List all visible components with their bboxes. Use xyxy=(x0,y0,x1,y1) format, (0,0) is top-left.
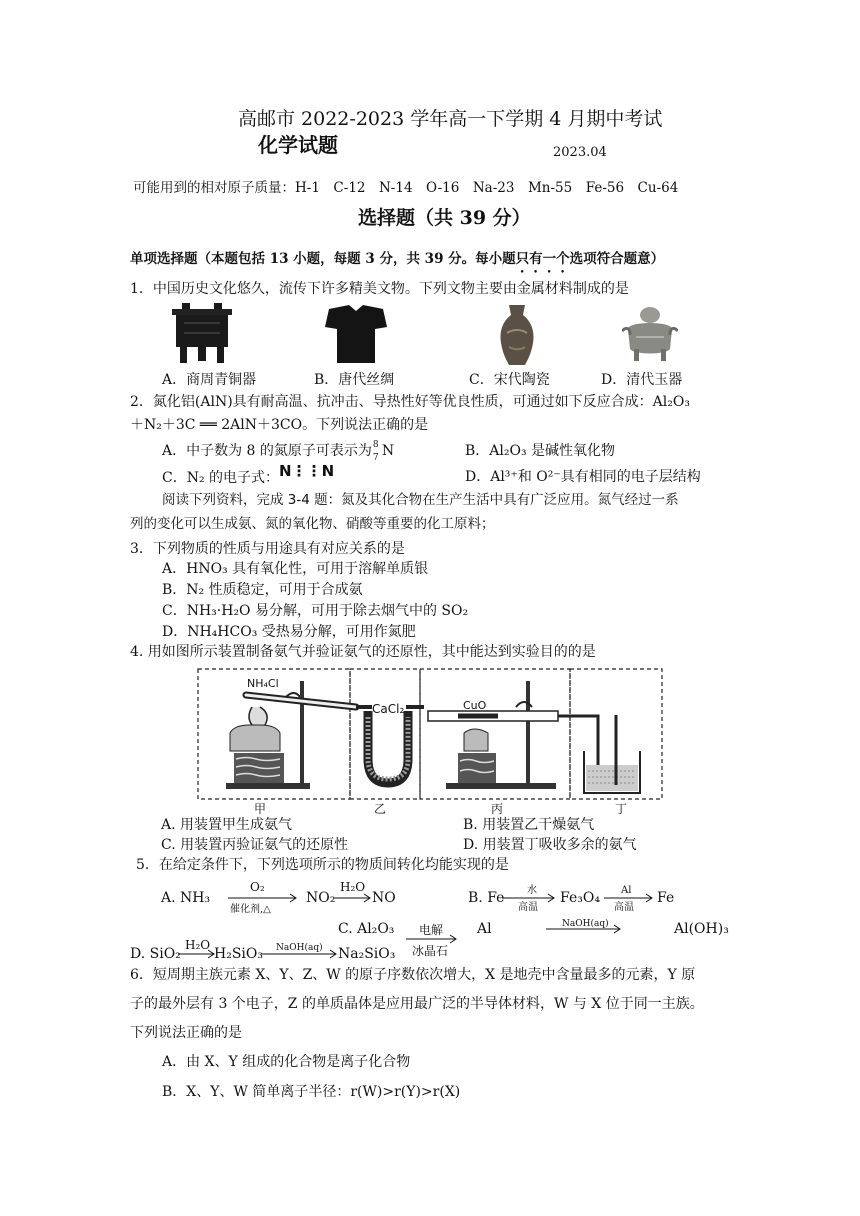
q4-option-b: B. 用装置乙干燥氨气 xyxy=(463,817,595,833)
mass-number: 8 xyxy=(372,440,379,450)
label-ding: 丁 xyxy=(615,802,628,816)
instruction-post: 选项符合题意） xyxy=(569,251,665,267)
reading-line2: 列的变化可以生成氨、氮的氧化物、硝酸等重要的化工原料； xyxy=(130,516,495,532)
q5-c-reagent2: NaOH(aq) xyxy=(562,919,609,929)
q5-d-reagent1: H₂O xyxy=(185,938,211,952)
q5-a-condition: 催化剂,△ xyxy=(230,904,271,915)
q3-option-c: C．NH₃·H₂O 易分解，可用于除去烟气中的 SO₂ xyxy=(162,603,469,619)
bronze-vessel-image xyxy=(172,303,232,365)
q5-b-start: B. Fe xyxy=(468,890,505,906)
q5-b-condition1: 高温 xyxy=(518,902,538,913)
instruction-pre: 单项选择题（本题包括 13 小题，每题 3 分，共 39 分。每小题 xyxy=(130,251,516,267)
q3-option-a: A．HNO₃ 具有氧化性，可用于溶解单质银 xyxy=(162,561,429,577)
q5-b-reagent1: 水 xyxy=(527,885,537,896)
q5-d-end: Na₂SiO₃ xyxy=(338,946,396,962)
q5-d-reagent2: NaOH(aq) xyxy=(276,943,323,953)
q5-d-start: D. SiO₂ xyxy=(130,946,181,962)
q3-option-b: B．N₂ 性质稳定，可用于合成氨 xyxy=(162,582,363,598)
q5-b-end: Fe xyxy=(657,890,675,906)
q5-a-reagent2: H₂O xyxy=(340,880,366,894)
q5-a-reagent: O₂ xyxy=(250,880,265,894)
apparatus-yi xyxy=(356,707,424,783)
q5-b-mid: Fe₃O₄ xyxy=(560,890,600,906)
label-yi: 乙 xyxy=(374,802,387,816)
q1-option-d: D．清代玉器 xyxy=(601,372,683,388)
q1-stem: 1．中国历史文化悠久，流传下许多精美文物。下列文物主要由金属材料制成的是 xyxy=(130,281,629,297)
q4-option-c: C. 用装置丙验证氨气的还原性 xyxy=(161,837,349,853)
q1-option-a: A．商周青铜器 xyxy=(162,372,257,388)
q5-d-mid: H₂SiO₃ xyxy=(214,946,263,962)
q5-a-mid: NO₂ xyxy=(306,890,336,906)
instruction-emphasis: 只有一个 xyxy=(515,251,570,267)
q5-a-end: NO xyxy=(372,890,396,906)
q5-c-arrow2 xyxy=(546,924,624,934)
porcelain-vase-image xyxy=(497,303,537,367)
q3-stem: 3．下列物质的性质与用途具有对应关系的是 xyxy=(130,541,405,557)
q2-option-a xyxy=(162,440,395,463)
nuclide-notation xyxy=(372,440,382,463)
q5-c-condition: 冰晶石 xyxy=(412,944,449,958)
section-title: 选择题（共 39 分） xyxy=(358,207,531,229)
nitrogen-symbol: N xyxy=(381,443,395,459)
q2-option-a-text: A．中子数为 8 的氮原子可表示为 xyxy=(162,443,372,459)
q2-stem-line2: ＋N₂＋3C ══ 2AlN＋3CO。下列说法正确的是 xyxy=(130,417,429,433)
q5-c-end: Al(OH)₃ xyxy=(674,921,729,937)
q6-line1: 6．短周期主族元素 X、Y、Z、W 的原子序数依次增大，X 是地壳中含量最多的元素，Y 原 xyxy=(130,967,696,983)
apparatus-ding xyxy=(584,715,640,793)
q5-c-mid: Al xyxy=(477,921,492,937)
subject-title: 化学试题 xyxy=(258,133,338,157)
q5-c-reagent: 电解 xyxy=(419,923,444,937)
silk-robe-image xyxy=(323,303,389,365)
q2-stem-line1: 2．氮化铝(AlN)具有耐高温、抗冲击、导热性好等优良性质，可通过如下反应合成：Al₂O₃ xyxy=(130,394,690,410)
q6-line3: 下列说法正确的是 xyxy=(130,1025,242,1041)
label-cacl2: CaCl₂ xyxy=(372,702,405,716)
n2-electron-formula: N⋮⋮N xyxy=(279,462,335,480)
q5-a-arrow2 xyxy=(334,893,374,903)
q5-b-reagent2: Al xyxy=(621,885,632,896)
q4-option-d: D. 用装置丁吸收多余的氨气 xyxy=(463,837,637,853)
q5-d-arrow2 xyxy=(262,949,340,959)
jade-censer-image xyxy=(622,303,678,365)
q5-b-condition2: 高温 xyxy=(614,902,634,913)
reading-line1: 阅读下列资料，完成 3-4 题：氮及其化合物在生产生活中具有广泛应用。氮气经过一系 xyxy=(162,492,679,508)
label-nh4cl: NH₄Cl xyxy=(247,677,279,690)
q2-option-c-text: C．N₂ 的电子式： xyxy=(162,470,280,486)
q2-option-c xyxy=(162,462,335,487)
label-cuo: CuO xyxy=(463,699,487,712)
exam-date: 2023.04 xyxy=(553,145,607,160)
q5-d-arrow1 xyxy=(178,949,218,959)
q6-option-a: A．由 X、Y 组成的化合物是离子化合物 xyxy=(162,1054,411,1070)
apparatus-jia xyxy=(226,681,356,789)
q2-option-b: B．Al₂O₃ 是碱性氧化物 xyxy=(465,443,616,459)
q1-option-c: C．宋代陶瓷 xyxy=(469,372,550,388)
q5-a-start: A. NH₃ xyxy=(161,890,211,906)
q4-stem: 4. 用如图所示装置制备氨气并验证氨气的还原性，其中能达到实验目的的是 xyxy=(130,644,596,660)
label-bing: 丙 xyxy=(491,802,504,816)
q3-option-d: D．NH₄HCO₃ 受热易分解，可用作氮肥 xyxy=(162,624,416,640)
q4-option-a: A. 用装置甲生成氨气 xyxy=(161,817,293,833)
apparatus-bing xyxy=(428,681,598,789)
q6-line2: 子的最外层有 3 个电子，Z 的单质晶体是应用最广泛的半导体材料，W 与 X 位于同一主族。 xyxy=(130,996,704,1012)
q1-option-b: B．唐代丝绸 xyxy=(314,372,395,388)
label-jia: 甲 xyxy=(254,802,267,816)
atomic-number: 7 xyxy=(372,453,379,463)
q6-option-b: B．X、Y、W 简单离子半径：r(W)>r(Y)>r(X) xyxy=(162,1084,461,1100)
exam-title: 高邮市 2022-2023 学年高一下学期 4 月期中考试 xyxy=(238,108,663,130)
q5-c-start: C. Al₂O₃ xyxy=(338,921,395,937)
q2-option-d: D．Al³⁺和 O²⁻具有相同的电子层结构 xyxy=(465,469,701,485)
q5-stem: 5．在给定条件下，下列选项所示的物质间转化均能实现的是 xyxy=(136,857,509,873)
atomic-mass-line: 可能用到的相对原子质量：H-1 C-12 N-14 O-16 Na-23 Mn-55 Fe-56 Cu-64 xyxy=(133,180,679,196)
section-instruction xyxy=(130,250,664,276)
